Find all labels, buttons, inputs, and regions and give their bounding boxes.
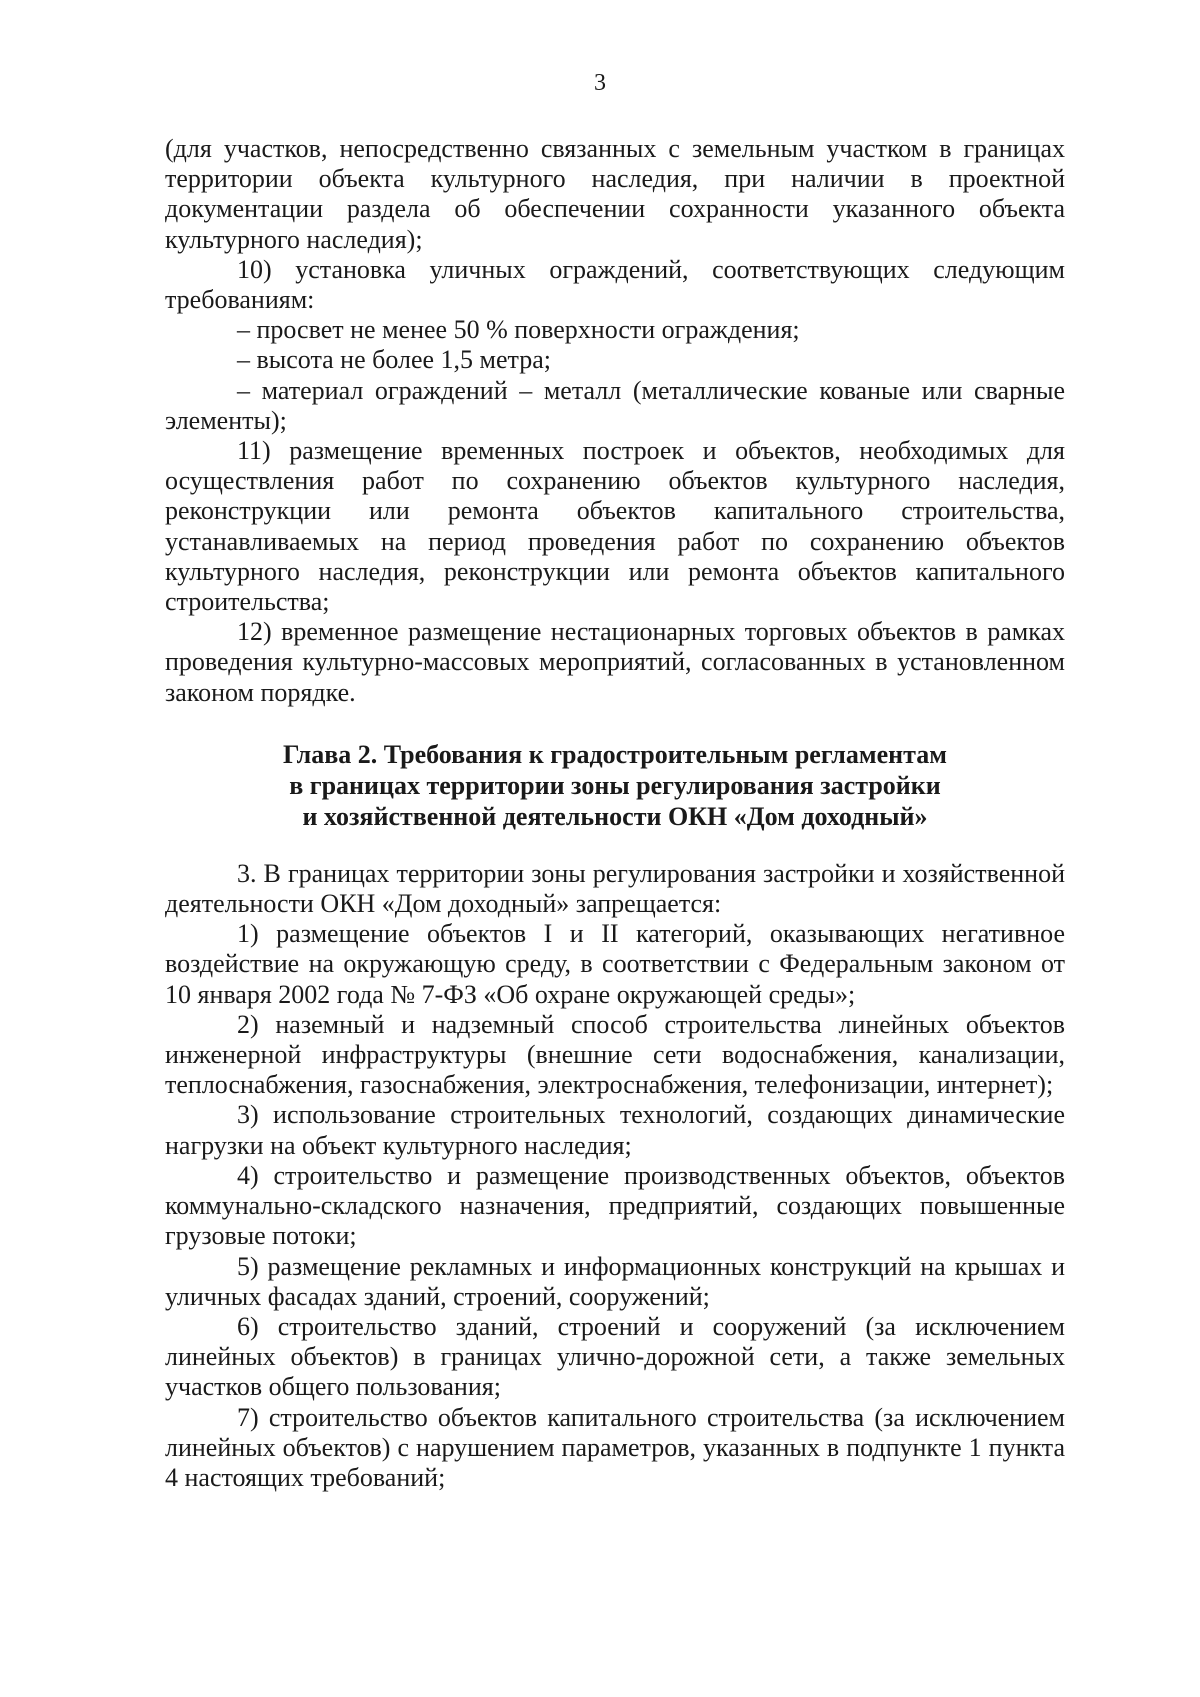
heading-line: в границах территории зоны регулирования застройки [289,770,941,800]
list-item-4: 4) строительство и размещение производственных объектов, объектов коммунально-складского назначения, предприятий, создающих повышенные грузовые потоки; [165,1160,1065,1251]
page-number: 3 [594,70,606,96]
list-item-6: 6) строительство зданий, строений и сооружений (за исключением линейных объектов) в границах улично-дорожной сети, а также земельных участков общего пользования; [165,1311,1065,1402]
requirement-material: – материал ограждений – металл (металлические кованые или сварные элементы); [165,375,1065,435]
paragraph-item-10: 10) установка уличных ограждений, соответствующих следующим требованиям: [165,254,1065,315]
list-item-1: 1) размещение объектов I и II категорий, оказывающих негативное воздействие на окружающую среду, в соответствии с Федеральным законом от 10 января 2002 года № 7-ФЗ «Об охране окружающей среды»; [165,919,1065,1009]
paragraph: (для участков, непосредственно связанных с земельным участком в границах территории объекта культурного наследия, при наличии в проектной документации раздела об обеспечении сохранности указанного объекта культурного наследия); [165,134,1065,254]
paragraph-item-12: 12) временное размещение нестационарных торговых объектов в рамках проведения культурно-массовых мероприятий, согласованных в установленном законом порядке. [165,617,1065,707]
chapter-heading [165,739,1065,832]
list-item-5: 5) размещение рекламных и информационных конструкций на крышах и уличных фасадах зданий, строений, сооружений; [165,1251,1065,1311]
paragraph-item-11: 11) размещение временных построек и объектов, необходимых для осуществления работ по сохранению объектов культурного наследия, реконструкции или ремонта объектов капитального строительства, устанавливаемых на период проведения работ по сохранению объектов культурного наследия, реконструкции или ремонта объектов капитального строительства; [165,436,1065,617]
heading-line: Глава 2. Требования к градостроительным регламентам [283,739,947,769]
list-item-2: 2) наземный и надземный способ строительства линейных объектов инженерной инфраструктуры (внешние сети водоснабжения, канализации, теплоснабжения, газоснабжения, электроснабжения, телефонизации, интернет); [165,1009,1065,1100]
paragraph-section-3: 3. В границах территории зоны регулирования застройки и хозяйственной деятельности ОКН «Дом доходный» запрещается: [165,858,1065,919]
heading-line: и хозяйственной деятельности ОКН «Дом доходный» [302,801,928,831]
spacer [165,708,1065,739]
list-item-7: 7) строительство объектов капитального строительства (за исключением линейных объектов) с нарушением параметров, указанных в подпункте 1 пункта 4 настоящих требований; [165,1402,1065,1492]
requirement-light-gap: – просвет не менее 50 % поверхности ограждения; [237,315,800,345]
list-item-3: 3) использование строительных технологий, создающих динамические нагрузки на объект культурного наследия; [165,1100,1065,1160]
requirement-height: – высота не более 1,5 метра; [237,345,551,375]
spacer [165,832,1065,859]
document-body [165,134,1065,1493]
